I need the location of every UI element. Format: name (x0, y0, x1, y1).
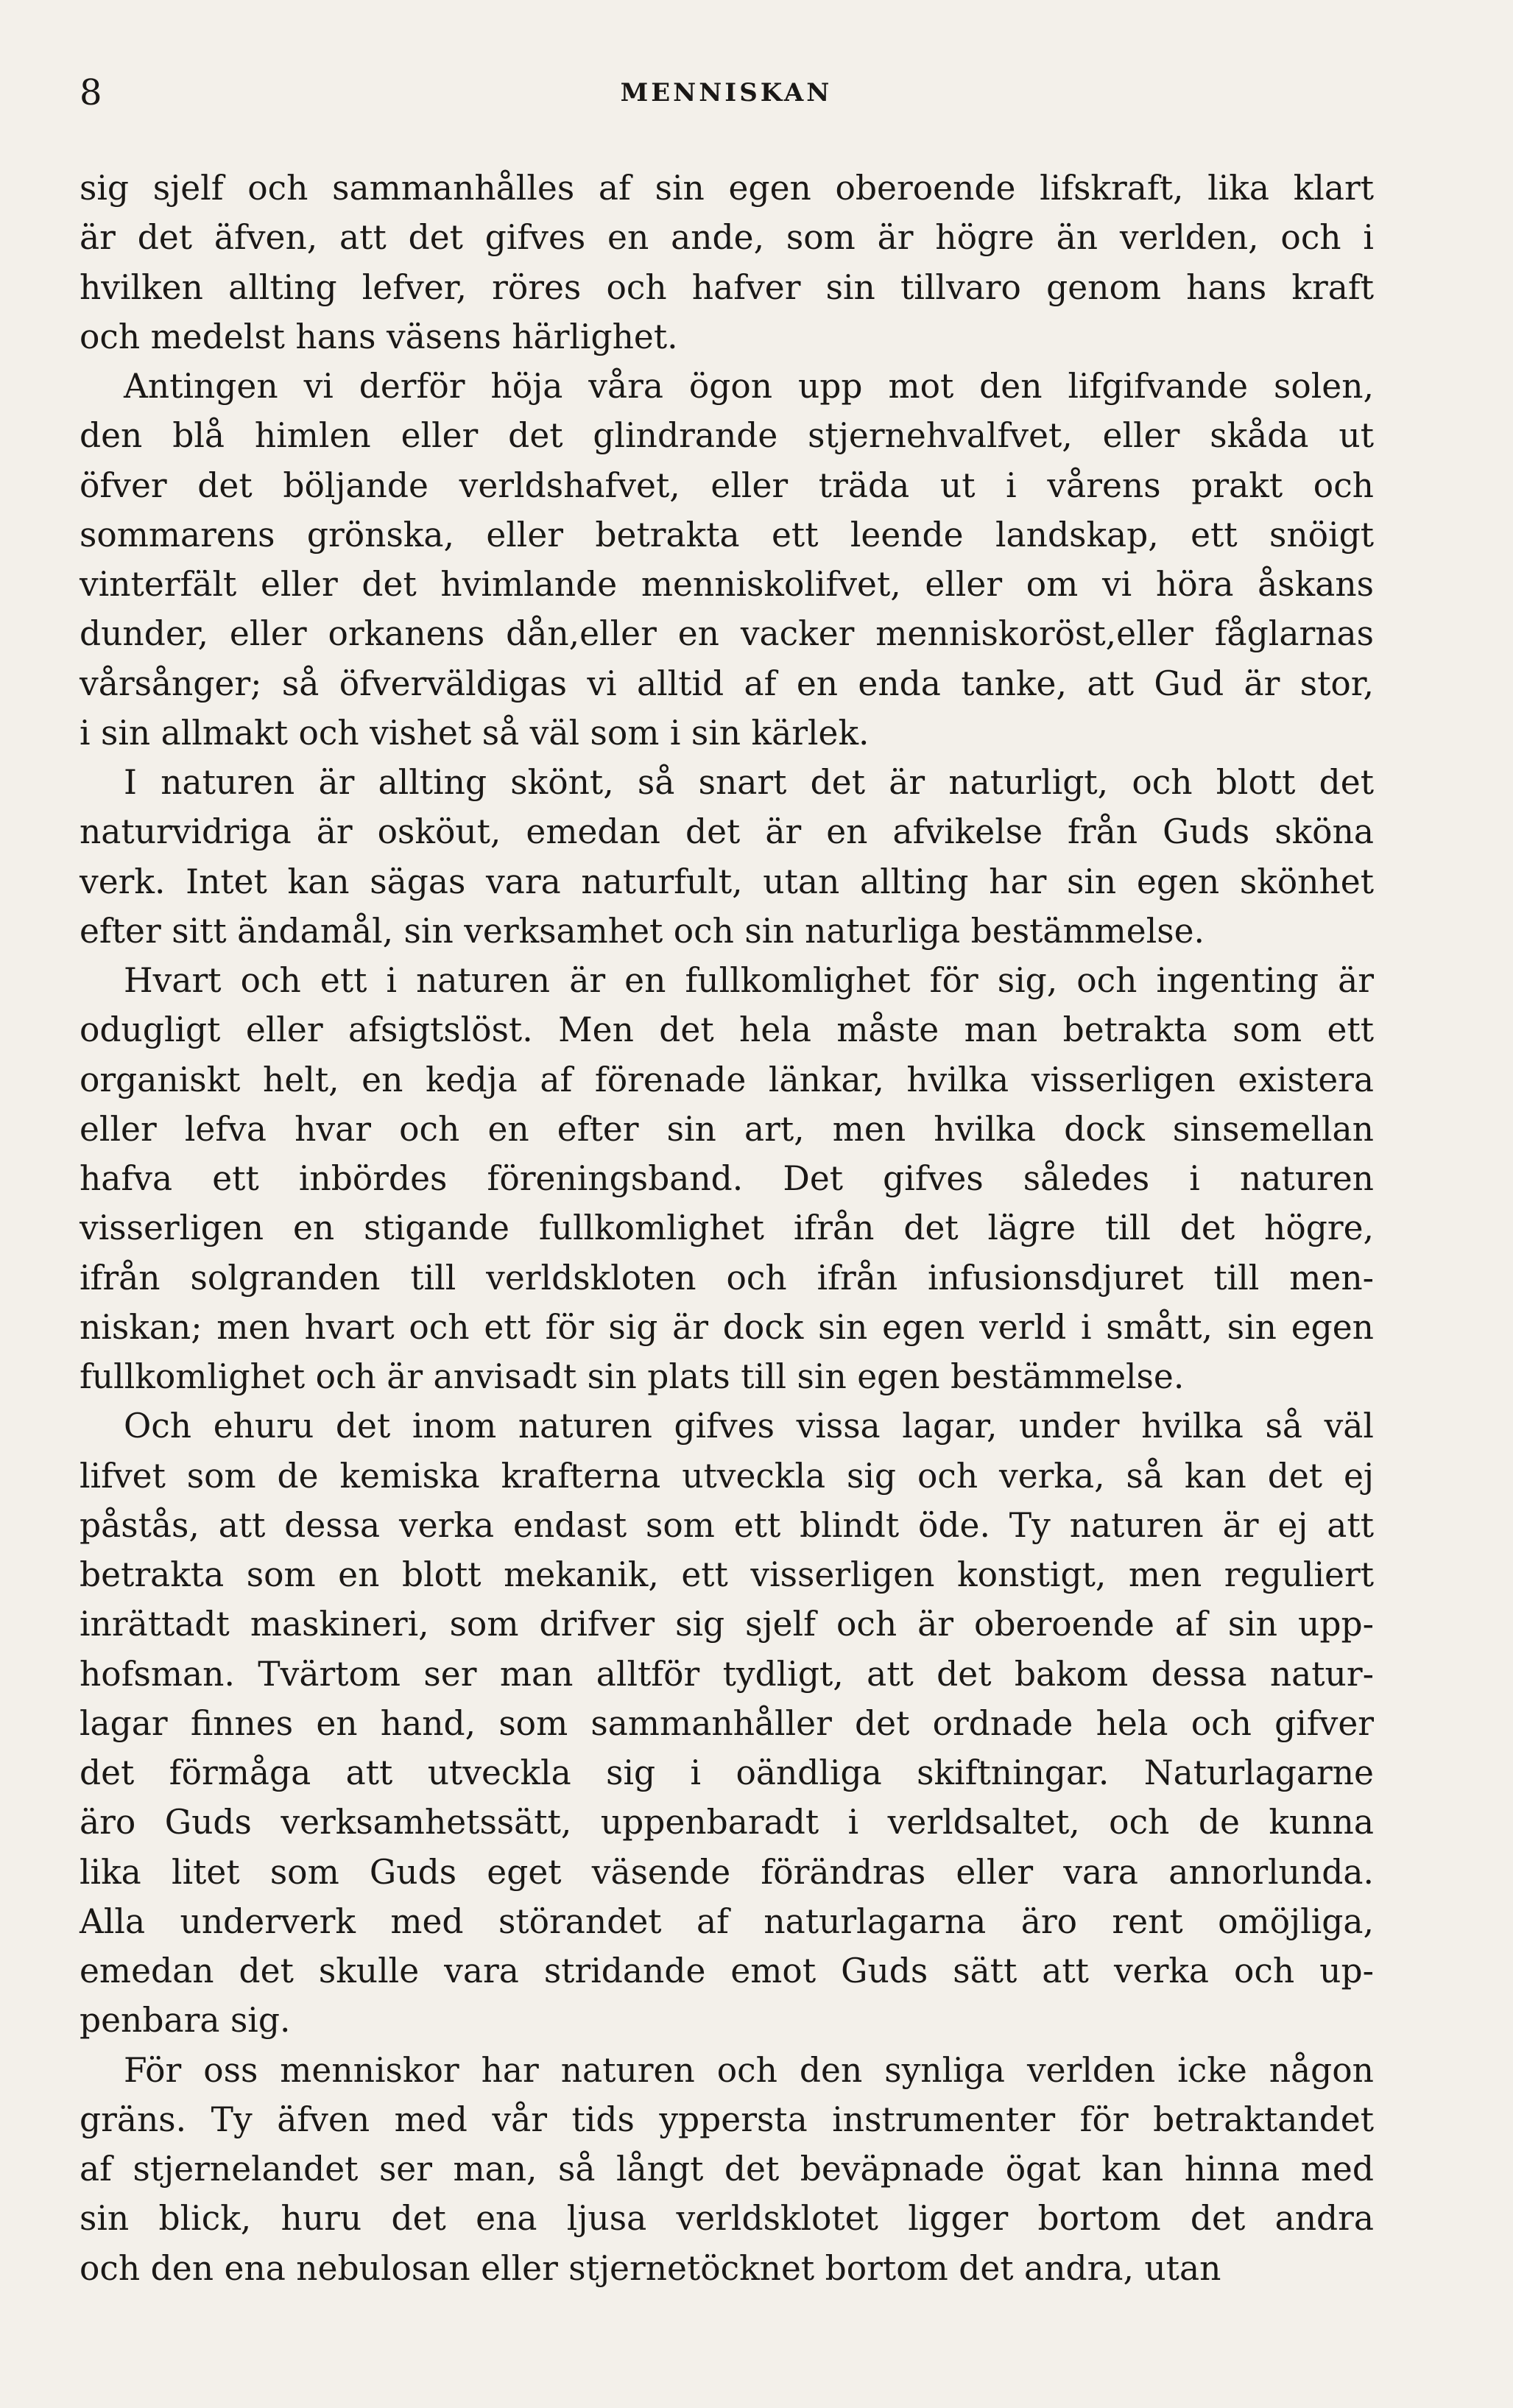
text-line: påstås, att dessa verka endast som ett blindt öde. Ty naturen är ej att (80, 1505, 1374, 1545)
text-line: dunder, eller orkanens dån,eller en vacker menniskoröst,eller fåglarnas (80, 614, 1374, 654)
paragraph (80, 956, 1374, 1401)
running-head: MENNISKAN (620, 78, 833, 108)
text-line: i sin allmakt och vishet så väl som i sin kärlek. (80, 713, 870, 753)
text-line: lika litet som Guds eget väsende förändras eller vara annorlunda. (80, 1852, 1374, 1892)
text-line: det förmåga att utveckla sig i oändliga skiftningar. Naturlagarne (80, 1753, 1374, 1792)
text-line: den blå himlen eller det glindrande stjernehvalfvet, eller skåda ut (80, 416, 1374, 456)
text-line: I naturen är allting skönt, så snart det är naturligt, och blott det (124, 763, 1374, 802)
text-line: betrakta som en blott mekanik, ett visserligen konstigt, men reguliert (80, 1555, 1374, 1594)
text-line: inrättadt maskineri, som drifver sig sjelf och är oberoende af sin upp- (80, 1605, 1374, 1644)
text-line: verk. Intet kan sägas vara naturfult, utan allting har sin egen skönhet (80, 862, 1374, 901)
text-line: odugligt eller afsigtslöst. Men det hela måste man betrakta som ett (80, 1010, 1374, 1050)
paragraph (80, 163, 1374, 362)
text-line: lagar finnes en hand, som sammanhåller det ordnade hela och gifver (80, 1703, 1374, 1743)
text-line: öfver det böljande verldshafvet, eller träda ut i vårens prakt och (80, 465, 1374, 505)
text-line: Antingen vi derför höja våra ögon upp mot den lifgifvande solen, (124, 367, 1374, 406)
text-line: vårsånger; så öfverväldigas vi alltid af en enda tanke, att Gud är stor, (80, 663, 1374, 703)
text-line: Och ehuru det inom naturen gifves vissa lagar, under hvilka så väl (124, 1407, 1374, 1446)
text-line: visserligen en stigande fullkomlighet ifrån det lägre till det högre, (80, 1208, 1374, 1248)
text-line: fullkomlighet och är anvisadt sin plats till sin egen bestämmelse. (80, 1357, 1185, 1396)
page-header (80, 71, 1373, 115)
paragraph (80, 1401, 1374, 2045)
text-line: vinterfält eller det hvimlande menniskolifvet, eller om vi höra åskans (80, 565, 1374, 604)
text-line: Hvart och ett i naturen är en fullkomlighet för sig, och ingenting är (124, 961, 1374, 1000)
text-line: sig sjelf och sammanhålles af sin egen oberoende lifskraft, lika klart (80, 169, 1374, 208)
text-line: hafva ett inbördes föreningsband. Det gifves således i naturen (80, 1159, 1374, 1198)
text-line: ifrån solgranden till verldskloten och ifrån infusionsdjuret till men- (80, 1258, 1374, 1298)
text-line: gräns. Ty äfven med vår tids yppersta instrumenter för betraktandet (80, 2099, 1374, 2139)
text-line: hofsman. Tvärtom ser man alltför tydligt, att det bakom dessa natur- (80, 1654, 1374, 1694)
paragraph (80, 2046, 1374, 2293)
text-line: naturvidriga är osköut, emedan det är en afvikelse från Guds sköna (80, 812, 1374, 852)
text-line: organiskt helt, en kedja af förenade länkar, hvilka visserligen existera (80, 1060, 1374, 1099)
text-line: sin blick, huru det ena ljusa verldsklotet ligger bortom det andra (80, 2199, 1374, 2239)
text-line: niskan; men hvart och ett för sig är dock sin egen verld i smått, sin egen (80, 1307, 1374, 1347)
text-line: lifvet som de kemiska krafterna utveckla sig och verka, så kan det ej (80, 1456, 1374, 1496)
text-line: eller lefva hvar och en efter sin art, men hvilka dock sinsemellan (80, 1109, 1374, 1149)
text-line: sommarens grönska, eller betrakta ett leende landskap, ett snöigt (80, 515, 1374, 555)
text-line: och den ena nebulosan eller stjernetöcknet bortom det andra, utan (80, 2248, 1221, 2288)
text-line: efter sitt ändamål, sin verksamhet och sin naturliga bestämmelse. (80, 911, 1205, 951)
text-line: penbara sig. (80, 2001, 291, 2041)
text-line: af stjernelandet ser man, så långt det beväpnade ögat kan hinna med (80, 2150, 1374, 2189)
text-line: hvilken allting lefver, röres och hafver sin tillvaro genom hans kraft (80, 267, 1374, 307)
text-line: är det äfven, att det gifves en ande, som är högre än verlden, och i (80, 218, 1374, 258)
paragraph (80, 758, 1374, 956)
text-line: äro Guds verksamhetssätt, uppenbaradt i verldsaltet, och de kunna (80, 1803, 1374, 1842)
body-text (80, 163, 1374, 2293)
text-line: För oss menniskor har naturen och den synliga verlden icke någon (124, 2050, 1374, 2090)
paragraph (80, 362, 1374, 758)
text-line: och medelst hans väsens härlighet. (80, 317, 678, 356)
text-line: emedan det skulle vara stridande emot Guds sätt att verka och up- (80, 1951, 1374, 1990)
page-number: 8 (80, 72, 102, 113)
text-line: Alla underverk med störandet af naturlagarna äro rent omöjliga, (80, 1901, 1374, 1941)
